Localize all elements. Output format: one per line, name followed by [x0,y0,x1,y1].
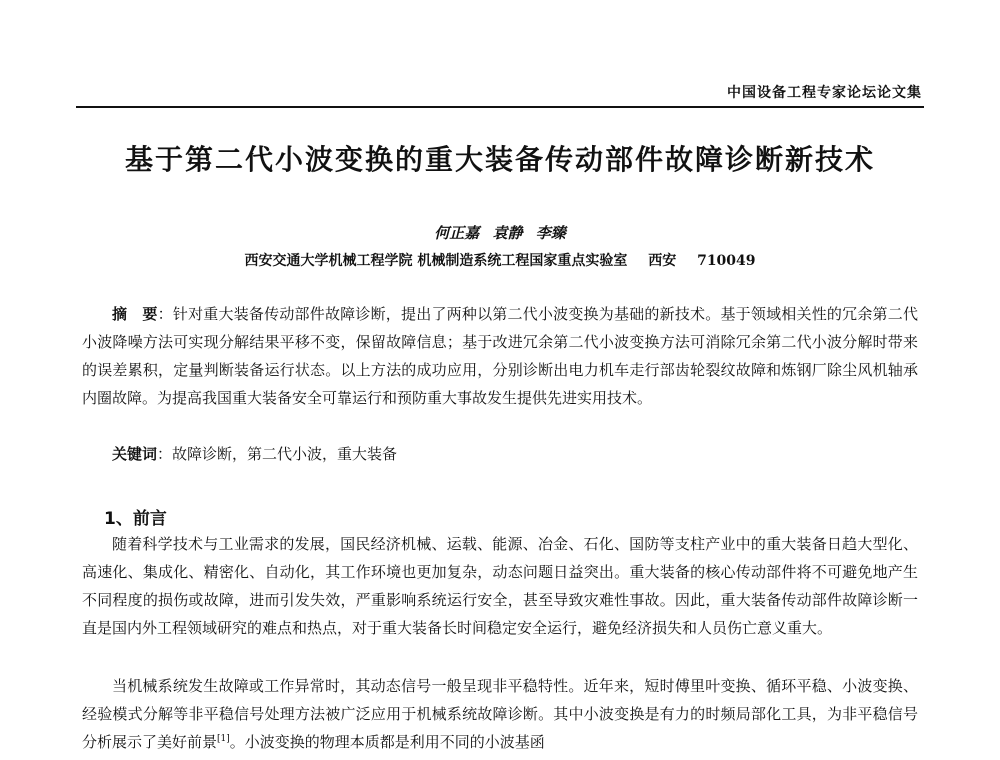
abstract-text: ：针对重大装备传动部件故障诊断，提出了两种以第二代小波变换为基础的新技术。基于领域相关性的冗余第二代小波降噪方法可实现分解结果平移不变，保留故障信息；基于改进冗余第二代小波变换方法可消除冗余第二代小波分解时带来的误差累积，定量判断装备运行状态。以上方法的成功应用，分别诊断出电力机车走行部齿轮裂纹故障和炼钢厂除尘风机轴承内圈故障。为提高我国重大装备安全可靠运行和预防重大事故发生提供先进实用技术。 [82,305,918,407]
abstract [82,300,918,412]
affiliation-institution: 西安交通大学机械工程学院 机械制造系统工程国家重点实验室 [244,253,628,269]
paragraph-1: 随着科学技术与工业需求的发展，国民经济机械、运载、能源、冶金、石化、国防等支柱产业中的重大装备日趋大型化、高速化、集成化、精密化、自动化，其工作环境也更加复杂，动态问题日益突出。重大装备的核心传动部件将不可避免地产生不同程度的损伤或故障，进而引发失效，严重影响系统运行安全，甚至导致灾难性事故。因此，重大装备传动部件故障诊断一直是国内外工程领域研究的难点和热点，对于重大装备长时间稳定安全运行，避免经济损失和人员伤亡意义重大。 [82,535,918,637]
abstract-label: 摘 要 [112,305,158,323]
paper-title: 基于第二代小波变换的重大装备传动部件故障诊断新技术 [124,143,875,176]
affiliation [0,250,1000,270]
citation-ref[interactable]: [1] [217,734,230,744]
paragraph-2-text-b: 。小波变换的物理本质都是利用不同的小波基函 [229,733,545,751]
paragraph-2-text-a: 当机械系统发生故障或工作异常时，其动态信号一般呈现非平稳特性。近年来，短时傅里叶变换、循环平稳、小波变换、经验模式分解等非平稳信号处理方法被广泛应用于机械系统故障诊断。其中小波变换是有力的时频局部化工具，为非平稳信号分析展示了美好前景 [82,677,918,751]
authors: 何正嘉 袁静 李臻 [434,224,566,242]
keywords-text: ：故障诊断，第二代小波，重大装备 [157,445,398,463]
affiliation-postcode: 710049 [697,253,756,269]
section-heading-introduction: 1、前言 [104,509,167,529]
paragraph-2 [82,672,918,756]
keywords-label: 关键词 [112,445,158,463]
header-rule [76,106,924,108]
affiliation-city: 西安 [648,253,677,269]
keywords [82,440,918,468]
running-header: 中国设备工程专家论坛论文集 [727,85,922,101]
